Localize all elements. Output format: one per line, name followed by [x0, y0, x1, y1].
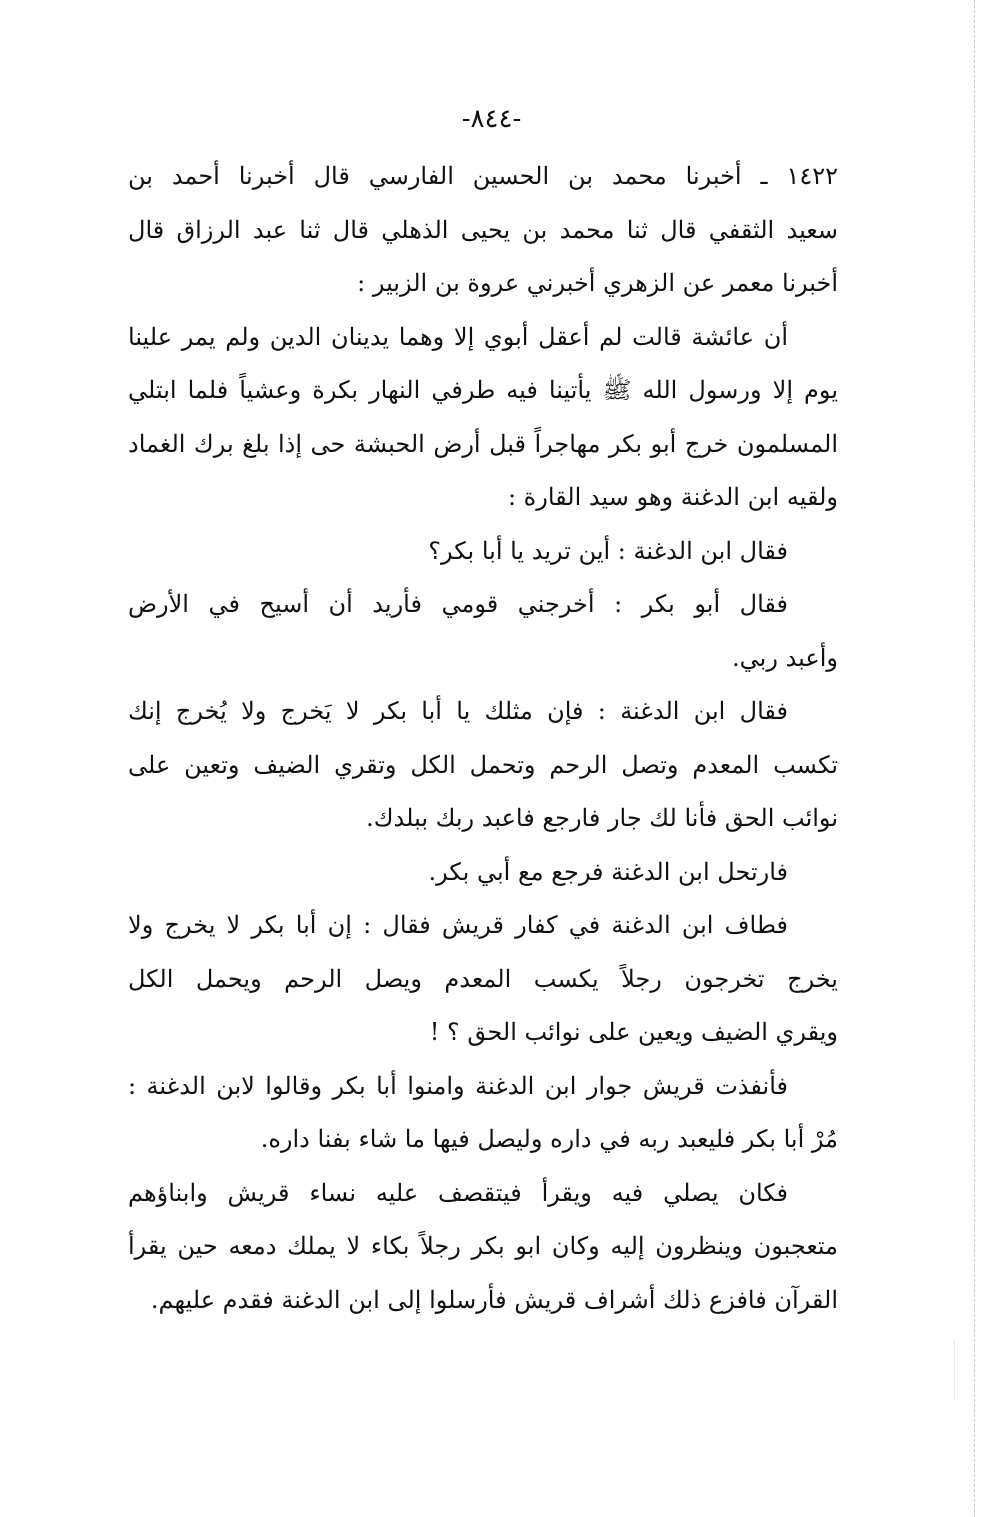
text-line: فارتحل ابن الدغنة فرجع مع أبي بكر. [428, 857, 788, 886]
text-line: فكان يصلي فيه ويقرأ فيتقصف عليه نساء قريش وابناؤهم [128, 1178, 788, 1207]
text-line: المسلمون خرج أبو بكر مهاجراً قبل أرض الحبشة حى إذا بلغ برك الغماد [128, 429, 838, 458]
text-line: أخبرنا معمر عن الزهري أخبرني عروة بن الزبير : [357, 269, 838, 297]
text-line: فطاف ابن الدغنة في كفار قريش فقال : إن أبا بكر لا يخرج ولا [128, 911, 788, 939]
text-line: سعيد الثقفي قال ثنا محمد بن يحيى الذهلي قال ثنا عبد الرزاق قال [128, 215, 838, 244]
text-line: أن عائشة قالت لم أعقل أبوي إلا وهما يدينان الدين ولم يمر علينا [128, 322, 788, 351]
page-number: -٨٤٤- [461, 104, 522, 134]
text-line: متعجبون وينظرون إليه وكان ابو بكر رجلاً بكاء لا يملك دمعه حين يقرأ [128, 1232, 838, 1260]
scan-edge-mark [953, 1340, 955, 1400]
text-line: فقال ابن الدغنة : فإن مثلك يا أبا بكر لا يَخرج ولا يُخرج إنك [128, 697, 788, 725]
text-line: ولقيه ابن الدغنة وهو سيد القارة : [507, 483, 838, 511]
text-line: وأعبد ربي. [732, 643, 838, 672]
text-line: ويقري الضيف ويعين على نوائب الحق ؟ ! [429, 1018, 838, 1046]
text-line: فقال ابن الدغنة : أين تريد يا أبا بكر؟ [428, 536, 788, 565]
text-line: فأنفذت قريش جوار ابن الدغنة وامنوا أبا بكر وقالوا لابن الدغنة : [128, 1071, 788, 1100]
text-line: فقال أبو بكر : أخرجني قومي فأريد أن أسيح في الأرض [128, 590, 788, 618]
body-text [128, 150, 838, 1327]
scan-edge-line [973, 0, 975, 1517]
text-line: نوائب الحق فأنا لك جار فارجع فاعبد ربك ببلدك. [366, 804, 838, 832]
text-line: القرآن فافزع ذلك أشراف قريش فأرسلوا إلى ابن الدغنة فقدم عليهم. [150, 1285, 838, 1314]
text-line: ١٤٢٢ ـ أخبرنا محمد بن الحسين الفارسي قال أخبرنا أحمد بن [128, 162, 838, 190]
text-line: يخرج تخرجون رجلاً يكسب المعدم ويصل الرحم ويحمل الكل [128, 964, 838, 993]
text-line: تكسب المعدم وتصل الرحم وتحمل الكل وتقري الضيف وتعين على [128, 750, 838, 779]
text-line: مُرْ أبا بكر فليعبد ربه في داره وليصل فيها ما شاء بفنا داره. [260, 1125, 838, 1153]
text-line: يوم إلا ورسول الله ﷺ يأتينا فيه طرفي النهار بكرة وعشياً فلما ابتلي [128, 376, 838, 404]
